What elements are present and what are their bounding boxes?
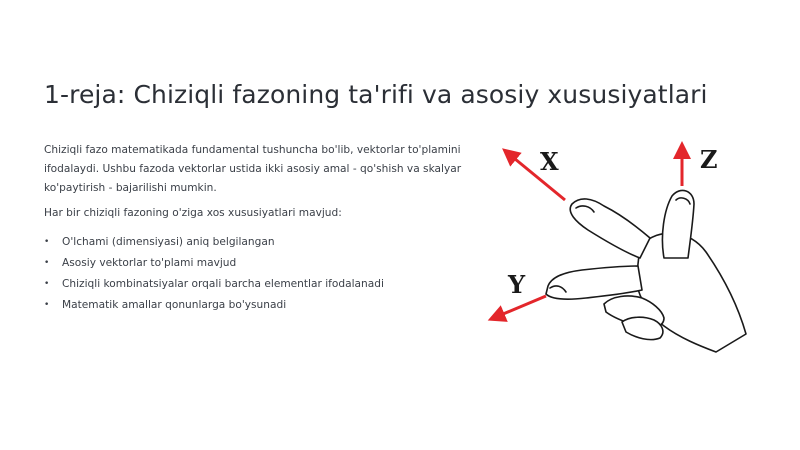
right-hand-rule-icon (485, 140, 765, 360)
intro-paragraph: Chiziqli fazo matematikada fundamental tushuncha bo'lib, vektorlar to'plamini ifodalaydi. Ushbu fazoda vektorlar ustida ikki asosiy amal - qo'shish va skalyar ko'paytirish - bajarilishi mumkin. (44, 144, 462, 194)
list-item: • Matematik amallar qonunlarga bo'ysunadi (44, 296, 464, 315)
x-axis-label: X (540, 147, 559, 176)
slide-title: 1-reja: Chiziqli fazoning ta'rifi va asosiy xususiyatlari (44, 80, 708, 109)
properties-list (44, 233, 464, 315)
list-item: • Chiziqli kombinatsiyalar orqali barcha elementlar ifodalanadi (44, 275, 464, 294)
slide-body (44, 141, 464, 317)
properties-intro: Har bir chiziqli fazoning o'ziga xos xususiyatlari mavjud: (44, 207, 342, 219)
y-axis-label: Y (508, 270, 526, 299)
list-item: • Asosiy vektorlar to'plami mavjud (44, 254, 464, 273)
list-item: • O'lchami (dimensiyasi) aniq belgilangan (44, 233, 464, 252)
hand-drawing (546, 190, 746, 352)
z-axis-label: Z (700, 145, 718, 174)
y-axis-arrow (496, 296, 546, 317)
